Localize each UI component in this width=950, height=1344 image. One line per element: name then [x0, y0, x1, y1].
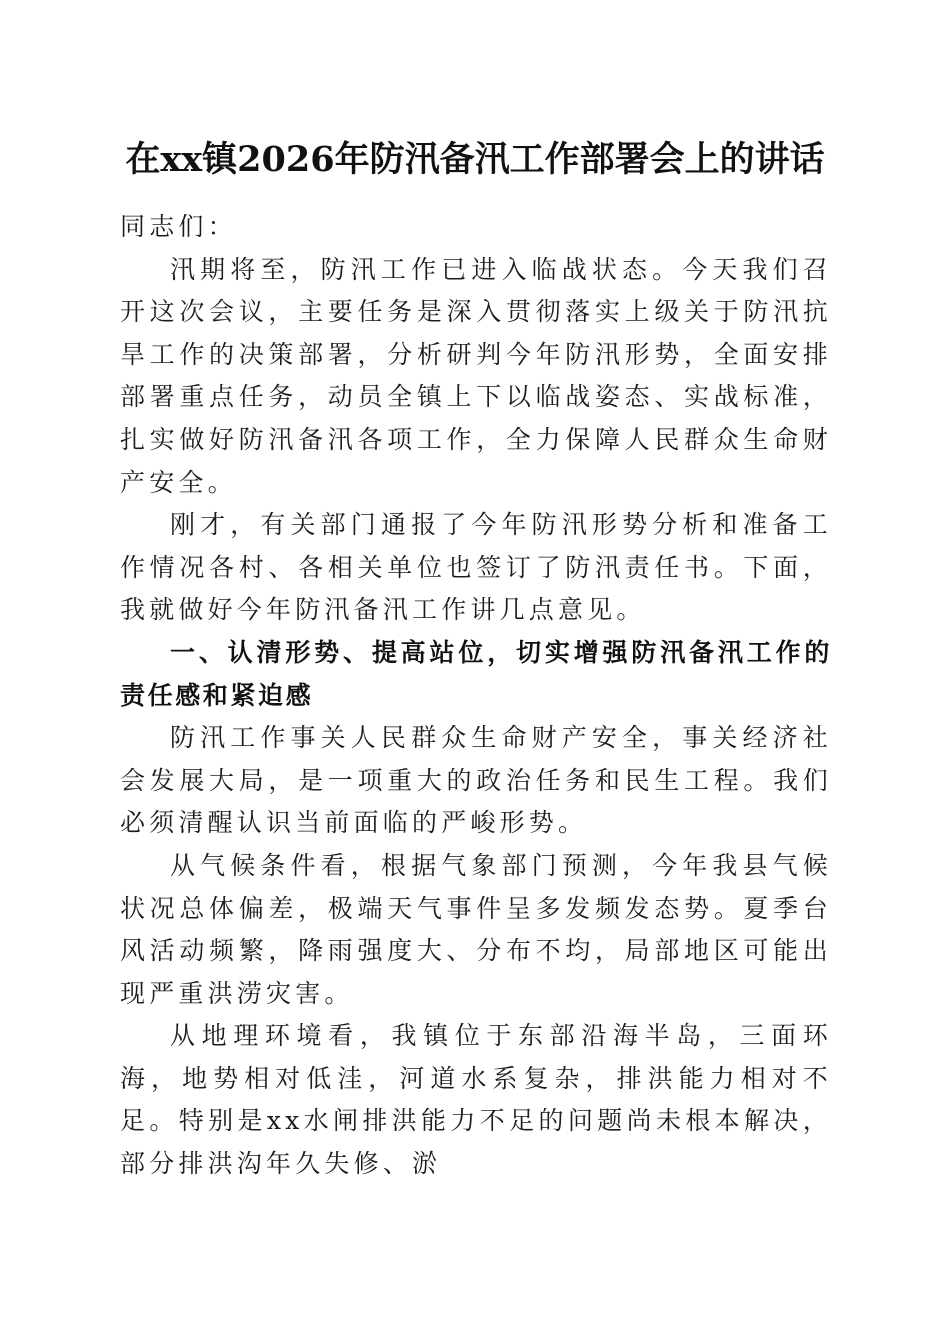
body-paragraph: 从气候条件看，根据气象部门预测，今年我县气候状况总体偏差，极端天气事件呈多发频发态势。夏季台风活动频繁，降雨强度大、分布不均，局部地区可能出现严重洪涝灾害。	[120, 850, 832, 1008]
body-paragraph: 汛期将至，防汛工作已进入临战状态。今天我们召开这次会议，主要任务是深入贯彻落实上级关于防汛抗旱工作的决策部署，分析研判今年防汛形势，全面安排部署重点任务，动员全镇上下以临战姿态、实战标准，扎实做好防汛备汛各项工作，全力保障人民群众生命财产安全。	[120, 254, 832, 497]
body-paragraph: 刚才，有关部门通报了今年防汛形势分析和准备工作情况各村、各相关单位也签订了防汛责任书。下面，我就做好今年防汛备汛工作讲几点意见。	[120, 510, 832, 625]
body-paragraph: 防汛工作事关人民群众生命财产安全，事关经济社会发展大局，是一项重大的政治任务和民生工程。我们必须清醒认识当前面临的严峻形势。	[120, 723, 832, 838]
salutation: 同志们：	[120, 212, 237, 241]
document-title: 在xx镇2026年防汛备汛工作部署会上的讲话	[125, 139, 825, 180]
section-heading: 一、认清形势、提高站位，切实增强防汛备汛工作的责任感和紧迫感	[120, 637, 832, 710]
document-body	[120, 206, 832, 1186]
body-paragraph: 从地理环境看，我镇位于东部沿海半岛，三面环海，地势相对低洼，河道水系复杂，排洪能力相对不足。特别是xx水闸排洪能力不足的问题尚未根本解决，部分排洪沟年久失修、淤	[120, 1021, 832, 1179]
